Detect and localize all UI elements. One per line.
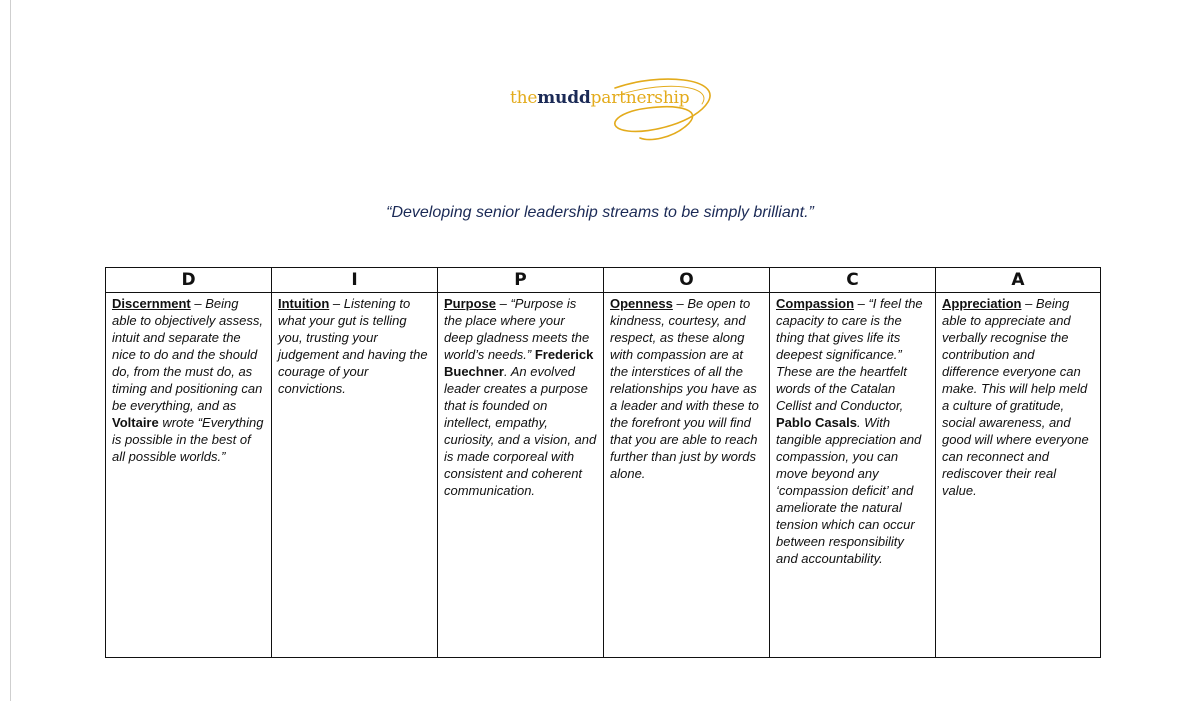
- purpose-text-1: – “Purpose is the place where your deep gladness meets the world’s needs.”: [444, 296, 590, 362]
- cell-intuition: [272, 293, 438, 658]
- term-discernment: Discernment: [112, 296, 191, 311]
- term-purpose: Purpose: [444, 296, 497, 311]
- cell-purpose: [438, 293, 604, 658]
- purpose-text-2: . An evolved leader creates a purpose that is founded on intellect, empathy, curiosity, and a vision, and is made corporeal with consistent and coherent communication.: [444, 364, 597, 498]
- openness-text: – Be open to kindness, courtesy, and respect, as these along with compassion are at the interstices of all the relationships you have as a leader and with these to the forefront you will find that you are able to reach further than just by words alone.: [610, 296, 759, 481]
- cell-discernment: [106, 293, 272, 658]
- discernment-text-2: wrote “Everything is possible in the best of all possible worlds.”: [112, 415, 264, 464]
- cell-openness: [604, 293, 770, 658]
- name-voltaire: Voltaire: [112, 415, 159, 430]
- header-i: I: [272, 268, 438, 293]
- compassion-text-2: . With tangible appreciation and compassion, you can move beyond any ‘compassion deficit’ and ameliorate the natural tension which can occur between responsibility and accountability.: [776, 415, 922, 566]
- header-a: A: [936, 268, 1101, 293]
- name-frederick-buechner: Frederick Buechner: [444, 347, 594, 379]
- mudd-partnership-logo: [510, 76, 720, 156]
- discernment-text-1: – Being able to objectively assess, intuit and separate the nice to do and the should do, from the must do, as timing and positioning can be everything, and as: [112, 296, 264, 413]
- cell-appreciation: [936, 293, 1101, 658]
- compassion-text-1: – “I feel the capacity to care is the thing that gives life its deepest significance.” These are the heartfelt words of the Catalan Cellist and Conductor,: [776, 296, 923, 413]
- term-appreciation: Appreciation: [942, 296, 1022, 311]
- header-row: [106, 268, 1101, 293]
- logo-partnership: partnership: [590, 88, 690, 108]
- header-o: O: [604, 268, 770, 293]
- dipoca-table: [105, 267, 1101, 658]
- tagline: “Developing senior leadership streams to be simply brilliant.”: [386, 204, 814, 221]
- header-d: D: [106, 268, 272, 293]
- name-pablo-casals: Pablo Casals: [776, 415, 857, 430]
- intuition-text: – Listening to what your gut is telling you, trusting your judgement and having the courage of your convictions.: [278, 296, 428, 396]
- header-p: P: [438, 268, 604, 293]
- header-c: C: [770, 268, 936, 293]
- logo-the: the: [510, 88, 538, 108]
- appreciation-text: – Being able to appreciate and verbally recognise the contribution and difference everyone can make. This will help meld a culture of gratitude, social awareness, and good will where everyone can reconnect and rediscover their real value.: [942, 296, 1089, 498]
- cell-compassion: [770, 293, 936, 658]
- term-openness: Openness: [610, 296, 673, 311]
- content-row: [106, 293, 1101, 658]
- logo-mudd: mudd: [537, 88, 591, 108]
- term-compassion: Compassion: [776, 296, 855, 311]
- term-intuition: Intuition: [278, 296, 330, 311]
- logo-wordmark: [510, 88, 689, 108]
- page-edge: [10, 0, 11, 701]
